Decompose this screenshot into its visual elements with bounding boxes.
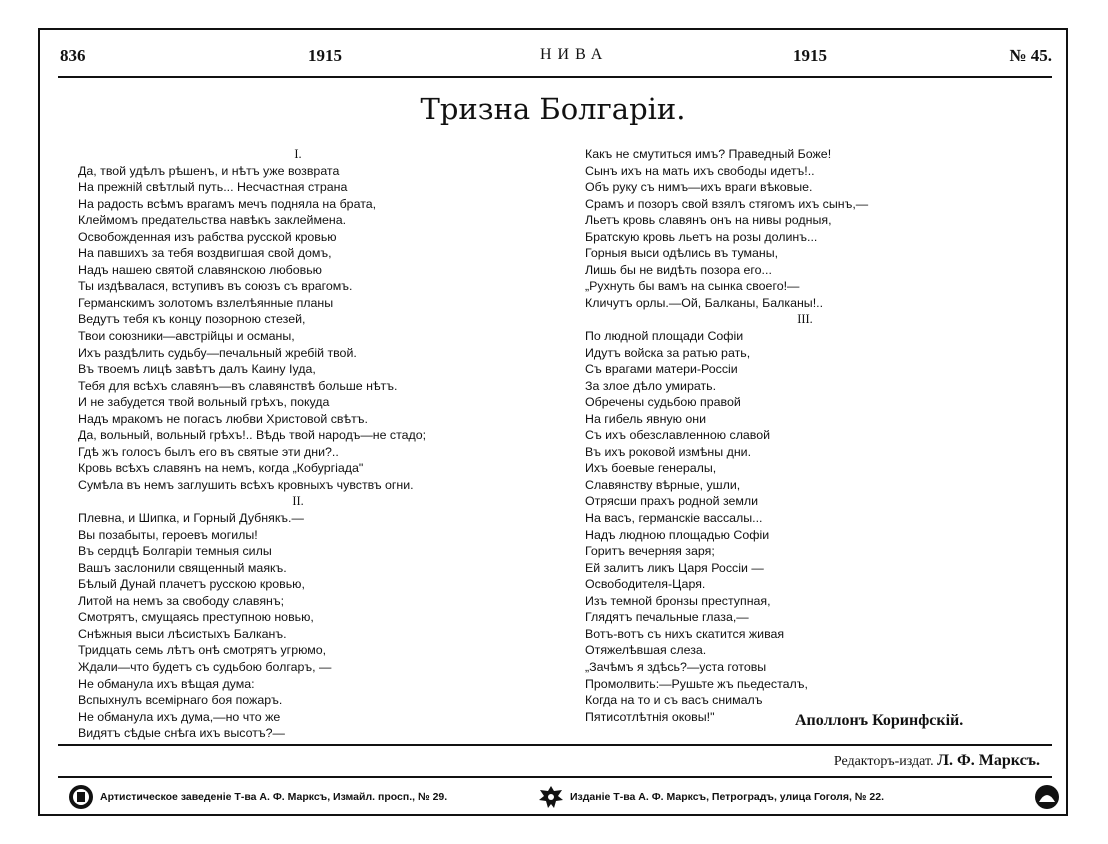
poem-line: Глядятъ печальные глаза,— (585, 610, 749, 625)
double-eagle-icon (538, 784, 564, 810)
poem-line: Въ сердцѣ Болгаріи темныя силы (78, 544, 272, 559)
issue-number: № 45. (1009, 46, 1052, 65)
poem-line: Сумѣла въ немъ заглушить всѣхъ кровныхъ чувствъ огни. (78, 477, 414, 492)
imprint-line (62, 782, 1052, 812)
poem-line: Литой на немъ за свободу славянъ; (78, 593, 285, 608)
printer-emblem-icon (68, 784, 94, 810)
poem-line: Освободителя-Царя. (585, 577, 706, 592)
footer-rule (58, 744, 1052, 746)
poem-line: Гдѣ жъ голосъ былъ его въ святые эти дни?.. (78, 444, 339, 459)
poem-line: „Зачѣмъ я здѣсь?—уста готовы (585, 659, 767, 674)
publisher-emblem-icon (1034, 784, 1060, 810)
header-rule (58, 76, 1052, 78)
imprint-left: Артистическое заведеніе Т-ва А. Ф. Марксъ, Измайл. просп., № 29. (100, 791, 448, 803)
poem-line: Съ ихъ обезславленною славой (585, 428, 771, 443)
poem-line: Когда на то и съ васъ снималъ (585, 693, 763, 708)
poem-line: И не забудется твой вольный грѣхъ, покуда (78, 395, 330, 410)
poem-line: Ждали—что будетъ съ судьбою болгаръ, — (78, 659, 332, 674)
poem-line: Объ руку съ нимъ—ихъ враги вѣковые. (585, 180, 813, 195)
poem-line: Промолвить:—Рушьте жъ пьедесталъ, (585, 676, 808, 691)
poem-line: Да, вольный, вольный грѣхъ!.. Вѣдь твой народъ—не стадо; (78, 428, 427, 443)
part-numeral: II. (292, 494, 304, 509)
poem-line: Ты издѣвалася, вступивъ въ союзъ съ врагомъ. (78, 279, 353, 294)
poem-line: Надъ людною площадью Софіи (585, 527, 770, 542)
poem-line: Видятъ сѣдые снѣга ихъ высотъ?— (78, 726, 285, 741)
poem-line: Да, твой удѣлъ рѣшенъ, и нѣтъ уже возврата (78, 163, 340, 178)
poem-line: Льетъ кровь славянъ онъ на нивы родныя, (585, 213, 832, 228)
poem-line: Кровь всѣхъ славянъ на немъ, когда „Кобургіада" (78, 461, 364, 476)
poem-line: На прежній свѣтлый путь... Несчастная страна (78, 180, 348, 195)
poem-line: Славянству вѣрные, ушли, (585, 477, 741, 492)
poem-line: Горныя выси одѣлись въ туманы, (585, 246, 779, 261)
poem-line: Вспыхнулъ всемірнаго боя пожаръ. (78, 693, 283, 708)
poem-column-right (585, 146, 1025, 725)
poem-line: Не обманула ихъ дума,—но что же (78, 709, 281, 724)
poem-line: Надъ нашею святой славянскою любовью (78, 262, 322, 277)
poem-line: Не обманула ихъ вѣщая дума: (78, 676, 255, 691)
poem-line: Обречены судьбою правой (585, 395, 741, 410)
poem-line: Идутъ войска за ратью рать, (585, 345, 751, 360)
poem-line: Надъ мракомъ не погасъ любви Христовой свѣтъ. (78, 411, 368, 426)
poem-line: Вы позабыты, героевъ могилы! (78, 527, 258, 542)
poem-line: На радость всѣмъ врагамъ мечъ подняла на брата, (78, 196, 377, 211)
poem-line: Ихъ боевые генералы, (585, 461, 717, 476)
poem-line: На васъ, германскіе вассалы... (585, 511, 763, 526)
poem-line: Изъ темной бронзы преступная, (585, 593, 771, 608)
part-numeral: III. (797, 312, 813, 327)
page-number: 836 (60, 46, 86, 65)
imprint-right: Изданіе Т-ва А. Ф. Марксъ, Петроградъ, улица Гоголя, № 22. (570, 791, 885, 803)
poem-line: Ей залитъ ликъ Царя Россіи — (585, 560, 764, 575)
poem-line: За злое дѣло умирать. (585, 378, 717, 393)
poem-line: По людной площади Софіи (585, 329, 744, 344)
year-left: 1915 (308, 46, 342, 65)
poem-line: Лишь бы не видѣть позора его... (585, 262, 772, 277)
poem-line: Вотъ-вотъ съ нихъ скатится живая (585, 626, 785, 641)
poem-line: Тебя для всѣхъ славянъ—въ славянствѣ больше нѣтъ. (78, 378, 398, 393)
poem-line: На гибель явную они (585, 411, 707, 426)
poem-line: Освобожденная изъ рабства русской кровью (78, 229, 337, 244)
poem-line: Какъ не смутиться имъ? Праведный Боже! (585, 147, 832, 161)
poem-line: Тридцать семь лѣтъ онѣ смотрятъ угрюмо, (78, 643, 327, 658)
editor-label: Редакторъ-издат. (833, 754, 934, 769)
page-header (58, 46, 1052, 76)
poem-line: Въ ихъ роковой измѣны дни. (585, 444, 752, 459)
poem-line: Пятисотлѣтнія оковы!" (585, 709, 715, 724)
poem-line: Горитъ вечерняя заря; (585, 544, 715, 559)
poem-line: Братскую кровь льетъ на розы долинъ... (585, 229, 818, 244)
poem-line: Отрясши прахъ родной земли (585, 494, 759, 509)
poem-line: Вашъ заслонили священный маякъ. (78, 560, 287, 575)
imprint-rule (58, 776, 1052, 778)
poem-line: Въ твоемъ лицѣ завѣтъ далъ Каину Іуда, (78, 362, 316, 377)
editor-name: Л. Ф. Марксъ. (937, 752, 1040, 769)
poem-line: Твои союзники—австрійцы и османы, (78, 329, 295, 344)
poem-line: Снѣжныя выси лѣсистыхъ Балканъ. (78, 626, 287, 641)
poem-line: Ихъ раздѣлить судьбу—печальный жребій твой. (78, 345, 357, 360)
part-numeral: I. (294, 147, 302, 161)
poem-line: Кличутъ орлы.—Ой, Балканы, Балканы!.. (585, 295, 824, 310)
poem-line: Германскимъ золотомъ взлелѣянные планы (78, 295, 334, 310)
editor-line (834, 752, 1040, 770)
poem-line: „Рухнуть бы вамъ на сынка своего!— (585, 279, 800, 294)
poem-column-left (78, 146, 518, 742)
poem-line: Клеймомъ предательства навѣкъ заклеймена. (78, 213, 347, 228)
poem-line: Бѣлый Дунай плачетъ русскою кровью, (78, 577, 305, 592)
poem-line: Сынъ ихъ на мать ихъ свободы идетъ!.. (585, 163, 815, 178)
poem-line: Срамъ и позоръ свой взялъ стягомъ ихъ сынъ,— (585, 196, 869, 211)
poem-line: Ведутъ тебя къ концу позорною стезей, (78, 312, 306, 327)
year-right: 1915 (793, 46, 827, 65)
poem-line: Плевна, и Шипка, и Горный Дубнякъ.— (78, 511, 304, 526)
poem-line: Отяжелѣвшая слеза. (585, 643, 707, 658)
poem-line: Съ врагами матери-Россіи (585, 362, 738, 377)
poem-title: Тризна Болгаріи. (420, 92, 686, 126)
magazine-page (38, 28, 1068, 816)
author-signature: Аполлонъ Коринфскій. (795, 712, 964, 729)
poem-line: На павшихъ за тебя воздвигшая свой домъ, (78, 246, 332, 261)
magazine-title: НИВА (540, 46, 609, 63)
poem-line: Смотрятъ, смущаясь преступною новью, (78, 610, 314, 625)
